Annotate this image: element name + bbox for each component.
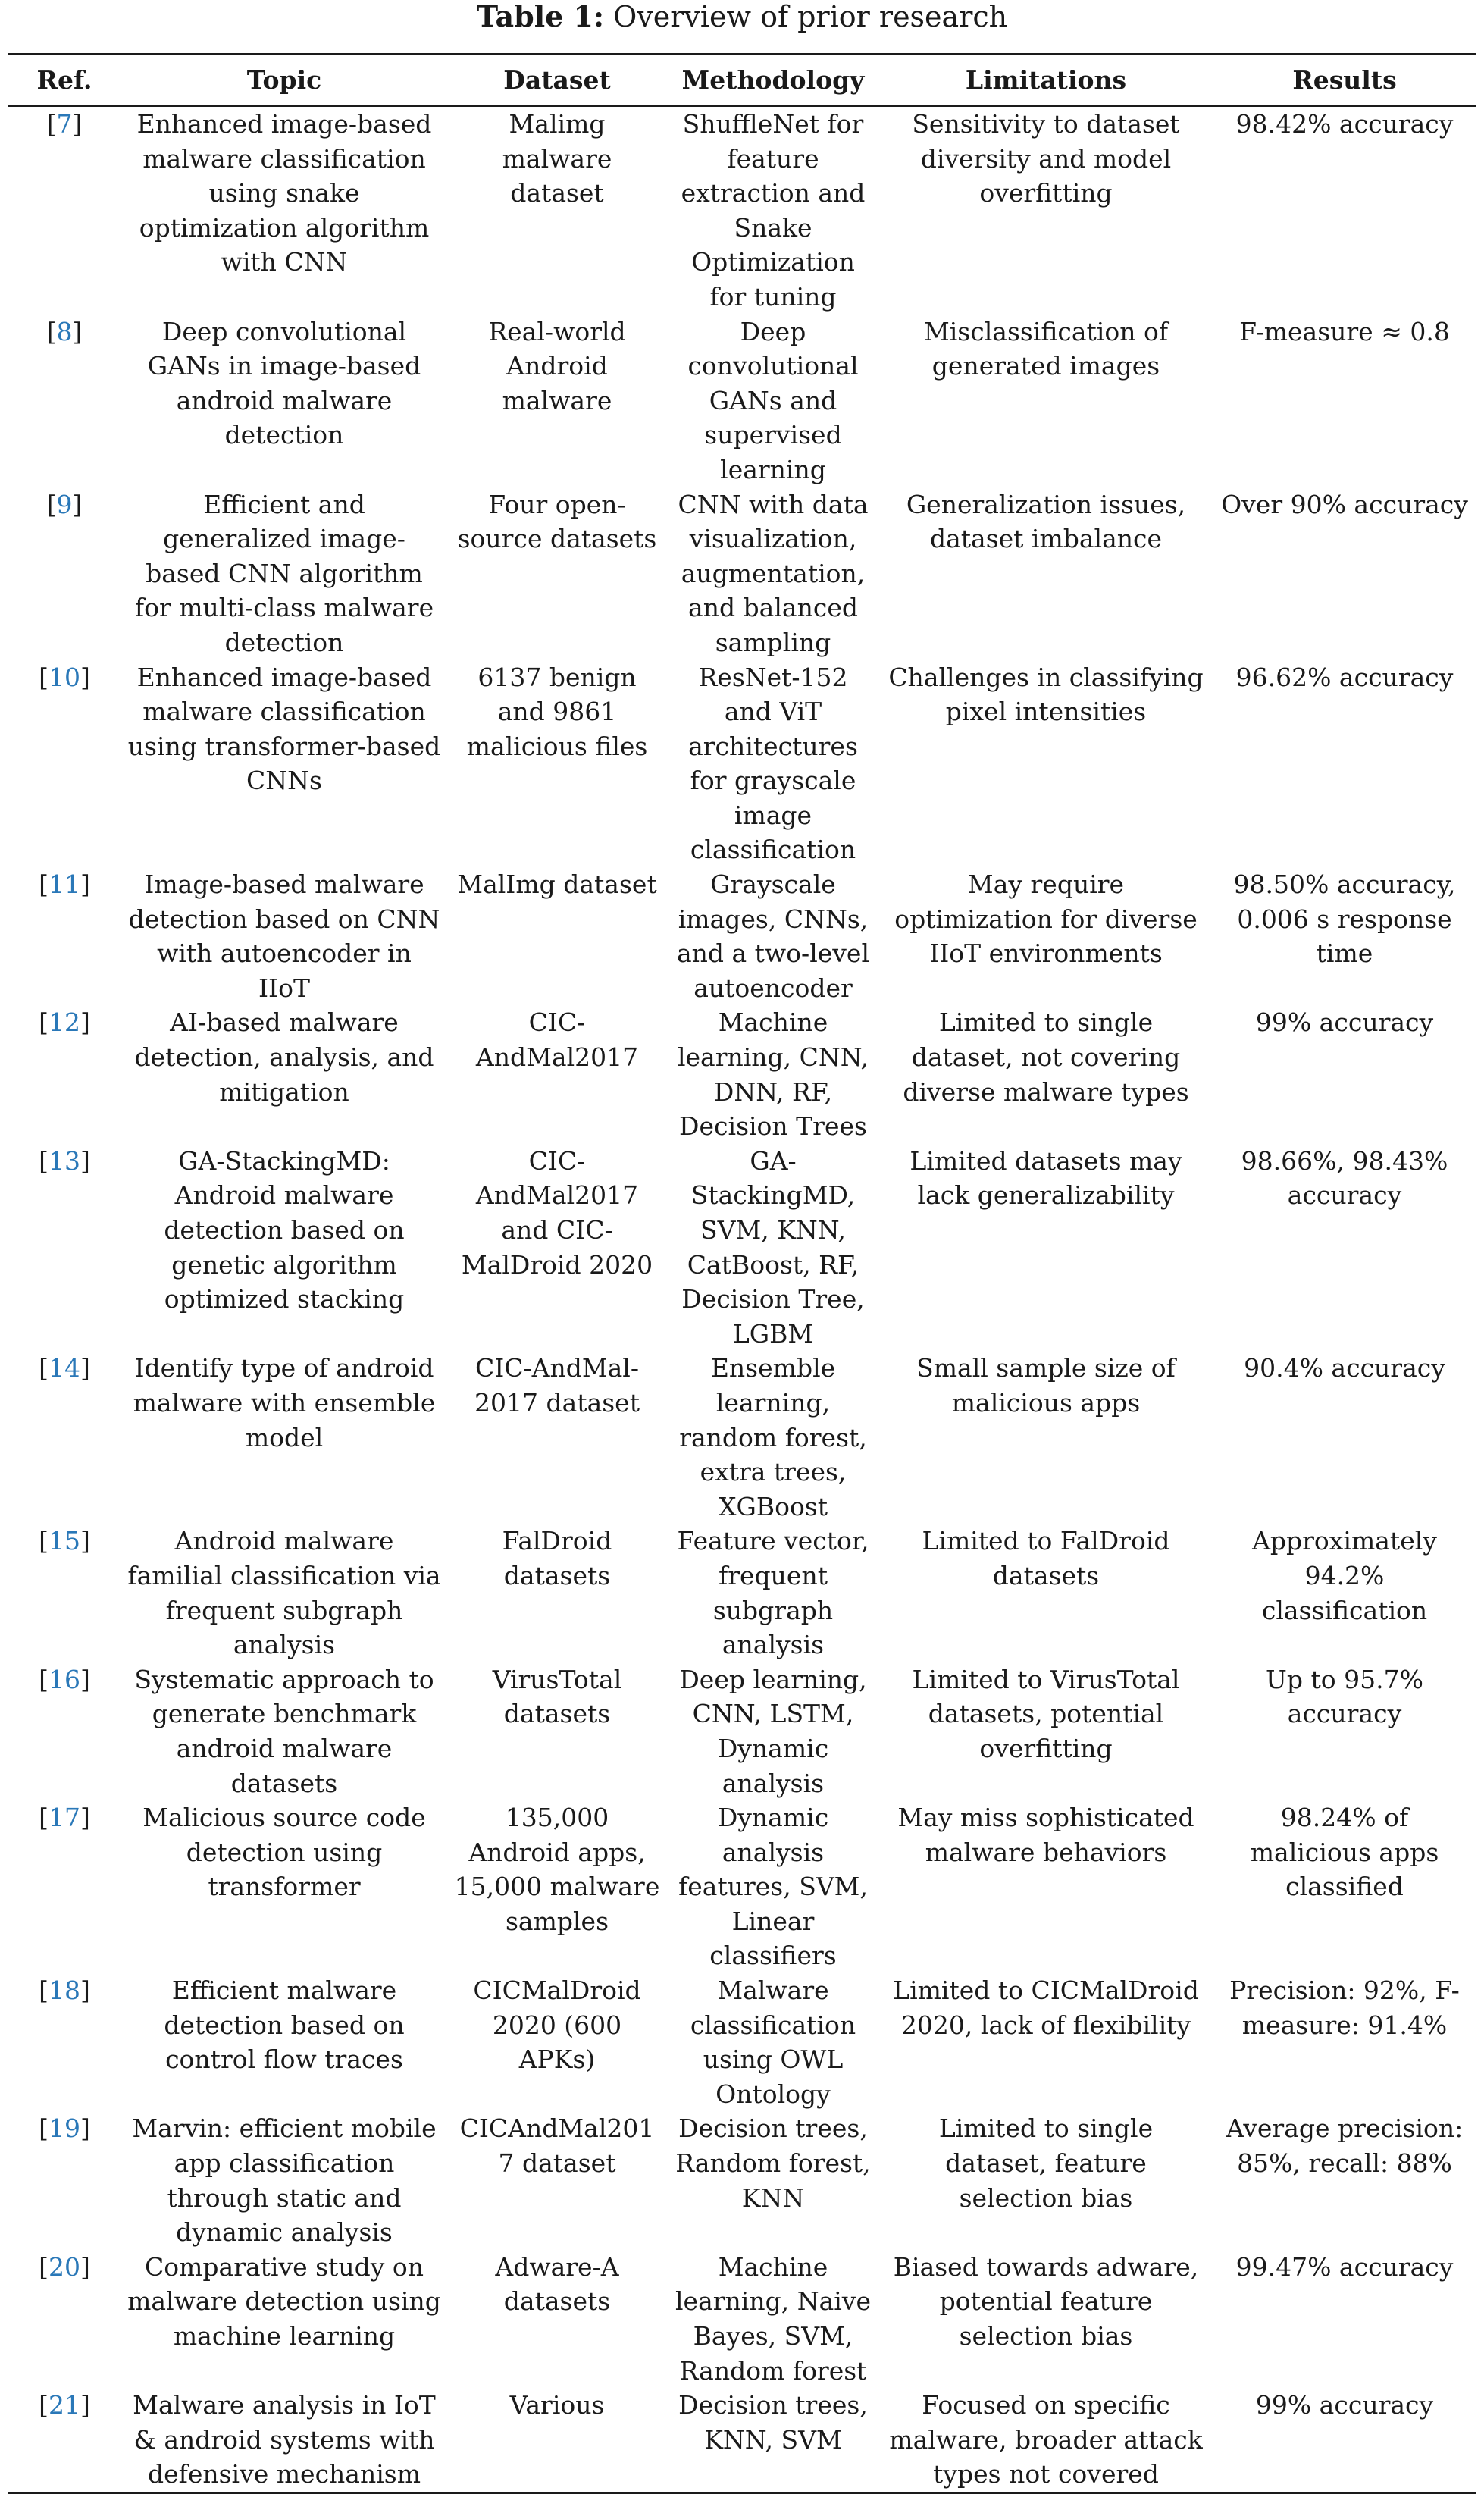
ref-link[interactable]: 12 [49,1007,80,1038]
methodology-cell: Deep learning, CNN, LSTM, Dynamic analysis [679,1664,867,1798]
table-row [8,660,1476,868]
dataset-cell: CIC-AndMal2017 and CIC-MalDroid 2020 [461,1145,653,1280]
ref-cell: [7] [46,109,83,139]
topic-cell: Malware analysis in IoT & android systems with defensive mechanism [121,2388,447,2492]
methodology-cell: Grayscale images, CNNs, and a two-level autoencoder [676,869,870,1003]
table-header [8,55,1476,107]
table-row [8,1351,1476,1524]
limitations-cell: Limited to single dataset, feature selection bias [938,2113,1154,2213]
methodology-cell: ResNet-152 and ViT architectures for grayscale image classification [688,662,858,865]
limitations-cell: May require optimization for diverse IIoT environments [894,869,1198,969]
caption-text: Overview of prior research [613,0,1008,33]
topic-cell: Enhanced image-based malware classification using snake optimization algorithm with CNN [136,109,432,277]
table-caption [0,0,1484,33]
ref-link[interactable]: 21 [49,2390,80,2420]
limitations-cell: Focused on specific malware, broader attack types not covered [879,2388,1213,2492]
ref-link[interactable]: 19 [49,2113,80,2144]
topic-cell: Efficient malware detection based on control flow traces [164,1975,405,2075]
ref-link[interactable]: 13 [49,1145,80,1176]
header-row [8,55,1476,107]
ref-cell: [17] [39,1803,90,1833]
table-container [8,53,1476,2494]
results-cell: F-measure ≈ 0.8 [1239,316,1450,346]
ref-link[interactable]: 16 [49,1664,80,1694]
table-row [8,1524,1476,1662]
limitations-cell: Challenges in classifying pixel intensities [888,662,1204,727]
methodology-cell: GA-StackingMD, SVM, KNN, CatBoost, RF, Decision Tree, LGBM [681,1145,865,1349]
topic-cell: Marvin: efficient mobile app classification through static and dynamic analysis [132,2113,437,2248]
methodology-cell: Ensemble learning, random forest, extra trees, XGBoost [679,1353,867,1521]
topic-cell: AI-based malware detection, analysis, and mitigation [134,1007,434,1107]
ref-cell: [15] [39,1526,90,1556]
dataset-cell: 135,000 Android apps, 15,000 malware samples [454,1803,660,1936]
methodology-cell: ShuffleNet for feature extraction and Snake Optimization for tuning [681,109,866,312]
ref-cell: [18] [39,1975,90,2006]
limitations-cell: Limited to VirusTotal datasets, potential overfitting [912,1664,1180,1763]
header-topic: Topic [121,55,447,107]
topic-cell: Identify type of android malware with ensemble model [133,1353,436,1452]
methodology-cell: Feature vector, frequent subgraph analysis [677,1526,869,1660]
table-row [8,867,1476,1005]
ref-cell: [10] [39,662,90,692]
limitations-cell: Limited datasets may lack generalizability [909,1145,1182,1211]
table-row [8,2250,1476,2388]
topic-cell: Deep convolutional GANs in image-based android malware detection [147,316,421,450]
dataset-cell: 6137 benign and 9861 malicious files [466,662,648,761]
topic-cell: Android malware familial classification via frequent subgraph analysis [127,1526,441,1660]
methodology-cell: Deep convolutional GANs and supervised learning [687,316,859,484]
table-row [8,315,1476,487]
topic-cell: GA-StackingMD: Android malware detection based on genetic algorithm optimized stacking [164,1145,405,1314]
dataset-cell: MalImg dataset [457,869,657,900]
ref-cell: [14] [39,1353,90,1383]
topic-cell: Efficient and generalized image-based CNN algorithm for multi-class malware detection [134,489,434,657]
ref-cell: [11] [39,869,90,900]
ref-link[interactable]: 7 [56,109,73,139]
ref-link[interactable]: 11 [49,869,80,900]
ref-cell: [8] [46,316,83,346]
results-cell: 90.4% accuracy [1244,1353,1445,1383]
header-results: Results [1213,55,1476,107]
results-cell: Average precision: 85%, recall: 88% [1226,2113,1464,2179]
limitations-cell: Biased towards adware, potential feature selection bias [893,2251,1199,2351]
results-cell: Over 90% accuracy [1221,489,1468,519]
ref-link[interactable]: 17 [49,1803,80,1833]
methodology-cell: Dynamic analysis features, SVM, Linear classifiers [678,1803,868,1971]
ref-cell: [21] [8,2388,121,2492]
ref-link[interactable]: 10 [49,662,80,692]
header-ref: Ref. [8,55,121,107]
limitations-cell: Misclassification of generated images [923,316,1169,381]
dataset-cell: Various [447,2388,667,2492]
prior-research-table [8,53,1476,2494]
ref-link[interactable]: 18 [49,1975,80,2006]
table-row [8,1005,1476,1143]
dataset-cell: CIC-AndMal-2017 dataset [474,1353,640,1418]
limitations-cell: May miss sophisticated malware behaviors [897,1803,1194,1867]
methodology-cell: Machine learning, Naive Bayes, SVM, Random forest [675,2251,871,2386]
ref-cell: [16] [39,1664,90,1694]
methodology-cell: Decision trees, KNN, SVM [667,2388,879,2492]
dataset-cell: CICMalDroid 2020 (600 APKs) [473,1975,641,2075]
results-cell: Approximately 94.2% classification [1252,1526,1437,1625]
limitations-cell: Limited to CICMalDroid 2020, lack of flexibility [893,1975,1199,2040]
ref-link[interactable]: 9 [56,489,73,519]
table-row [8,1973,1476,2111]
topic-cell: Enhanced image-based malware classification using transformer-based CNNs [127,662,441,796]
results-cell: 98.50% accuracy, 0.006 s response time [1233,869,1456,969]
results-cell: 99.47% accuracy [1235,2251,1454,2282]
results-cell: 99% accuracy [1213,2388,1476,2492]
results-cell: 96.62% accuracy [1235,662,1454,692]
results-cell: 98.42% accuracy [1235,109,1454,139]
methodology-cell: CNN with data visualization, augmentation, and balanced sampling [678,489,869,657]
topic-cell: Systematic approach to generate benchmark android malware datasets [134,1664,434,1798]
ref-cell: [20] [39,2251,90,2282]
dataset-cell: Real-world Android malware [488,316,626,415]
results-cell: Precision: 92%, F-measure: 91.4% [1229,1975,1460,2040]
results-cell: 98.24% of malicious apps classified [1250,1803,1439,1902]
header-methodology: Methodology [667,55,879,107]
methodology-cell: Machine learning, CNN, DNN, RF, Decision Trees [677,1007,869,1142]
limitations-cell: Small sample size of malicious apps [916,1353,1176,1418]
ref-cell: [12] [39,1007,90,1038]
results-cell: 98.66%, 98.43% accuracy [1241,1145,1448,1211]
ref-cell: [13] [39,1145,90,1176]
dataset-cell: Adware-A datasets [495,2251,619,2317]
topic-cell: Image-based malware detection based on CNN with autoencoder in IIoT [128,869,440,1003]
table-row [8,487,1476,660]
header-limitations: Limitations [879,55,1213,107]
ref-link[interactable]: 14 [49,1353,80,1383]
limitations-cell: Limited to single dataset, not covering diverse malware types [903,1007,1189,1107]
limitations-cell: Sensitivity to dataset diversity and model overfitting [912,109,1180,208]
table-row [8,106,1476,315]
ref-link[interactable]: 8 [56,316,73,346]
table-row [8,2388,1476,2492]
table-row [8,1800,1476,1973]
ref-cell: [9] [46,489,83,519]
caption-label: Table 1: [476,0,605,33]
ref-cell: [19] [39,2113,90,2144]
dataset-cell: CICAndMal2017 dataset [459,2113,655,2179]
table-row [8,2111,1476,2249]
header-dataset: Dataset [447,55,667,107]
topic-cell: Malicious source code detection using transformer [142,1803,426,1902]
dataset-cell: VirusTotal datasets [492,1664,622,1729]
limitations-cell: Limited to FalDroid datasets [922,1526,1170,1590]
methodology-cell: Decision trees, Random forest, KNN [675,2113,871,2213]
ref-link[interactable]: 20 [49,2251,80,2282]
dataset-cell: Malimg malware dataset [502,109,612,208]
methodology-cell: Malware classification using OWL Ontology [690,1975,856,2109]
dataset-cell: FalDroid datasets [502,1526,612,1590]
ref-link[interactable]: 15 [49,1526,80,1556]
dataset-cell: CIC-AndMal2017 [475,1007,639,1073]
table-row [8,1144,1476,1352]
table-row [8,1662,1476,1800]
table-body [8,106,1476,2492]
results-cell: 99% accuracy [1255,1007,1434,1038]
topic-cell: Comparative study on malware detection using machine learning [127,2251,441,2351]
results-cell: Up to 95.7% accuracy [1266,1664,1423,1729]
limitations-cell: Generalization issues, dataset imbalance [906,489,1186,554]
dataset-cell: Four open-source datasets [457,489,657,554]
